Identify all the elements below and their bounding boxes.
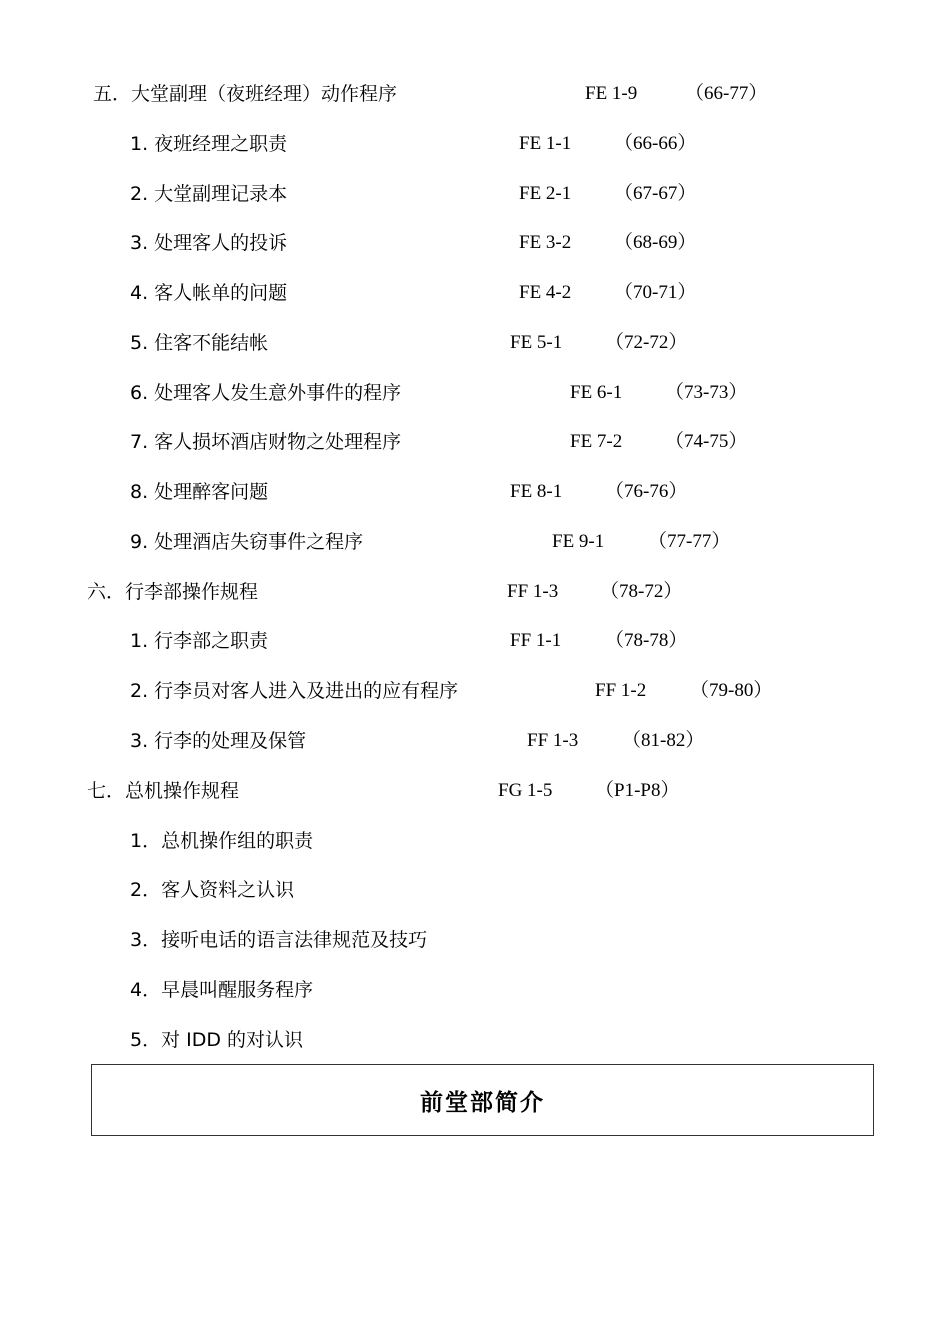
toc-item-label: 5．对 IDD 的对认识 bbox=[130, 1029, 304, 1051]
toc-item-code: FE 7-2 bbox=[570, 431, 623, 452]
toc-item-label: 2. 大堂副理记录本 bbox=[130, 183, 288, 205]
toc-item-label: 3. 处理客人的投诉 bbox=[130, 232, 288, 254]
toc-item-code: FF 1-2 bbox=[595, 680, 647, 701]
toc-item-label: 9. 处理酒店失窃事件之程序 bbox=[130, 531, 364, 553]
toc-item-range: （66-66） bbox=[614, 133, 697, 154]
toc-section-label: 七．总机操作规程 bbox=[87, 780, 240, 802]
toc-item-code: FE 8-1 bbox=[510, 481, 563, 502]
toc-item-range: （79-80） bbox=[690, 680, 773, 701]
toc-section-code: FF 1-3 bbox=[507, 581, 559, 602]
toc-section-code: FE 1-9 bbox=[585, 83, 638, 104]
toc-section-range: （P1-P8） bbox=[595, 780, 680, 801]
toc-item-label: 4. 客人帐单的问题 bbox=[130, 282, 288, 304]
toc-item-range: （78-78） bbox=[605, 630, 688, 651]
toc-item-code: FE 3-2 bbox=[519, 232, 572, 253]
toc-item-range: （70-71） bbox=[614, 282, 697, 303]
toc-item-label: 3．接听电话的语言法律规范及技巧 bbox=[130, 929, 428, 951]
toc-item-label: 3. 行李的处理及保管 bbox=[130, 730, 307, 752]
toc-item-range: （72-72） bbox=[605, 332, 688, 353]
toc-item-range: （67-67） bbox=[614, 183, 697, 204]
toc-item-label: 8. 处理醉客问题 bbox=[130, 481, 269, 503]
toc-item-code: FE 5-1 bbox=[510, 332, 563, 353]
toc-item-label: 5. 住客不能结帐 bbox=[130, 332, 269, 354]
toc-item-code: FE 4-2 bbox=[519, 282, 572, 303]
toc-item-range: （74-75） bbox=[665, 431, 748, 452]
toc-item-range: （76-76） bbox=[605, 481, 688, 502]
toc-item-code: FF 1-3 bbox=[527, 730, 579, 751]
toc-item-label: 7. 客人损坏酒店财物之处理程序 bbox=[130, 431, 402, 453]
toc-item-label: 1．总机操作组的职责 bbox=[130, 830, 314, 852]
toc-item-range: （77-77） bbox=[648, 531, 731, 552]
toc-section-code: FG 1-5 bbox=[498, 780, 553, 801]
toc-section-label: 五．大堂副理（夜班经理）动作程序 bbox=[93, 83, 398, 105]
toc-item-label: 6. 处理客人发生意外事件的程序 bbox=[130, 382, 402, 404]
toc-item-code: FE 1-1 bbox=[519, 133, 572, 154]
toc-item-range: （68-69） bbox=[614, 232, 697, 253]
toc-item-range: （81-82） bbox=[622, 730, 705, 751]
toc-item-label: 2．客人资料之认识 bbox=[130, 879, 295, 901]
toc-item-label: 2. 行李员对客人进入及进出的应有程序 bbox=[130, 680, 459, 702]
toc-item-code: FF 1-1 bbox=[510, 630, 562, 651]
section-heading-box bbox=[91, 1064, 874, 1136]
toc-item-code: FE 9-1 bbox=[552, 531, 605, 552]
toc-section-range: （66-77） bbox=[685, 83, 768, 104]
toc-item-range: （73-73） bbox=[665, 382, 748, 403]
toc-item-code: FE 2-1 bbox=[519, 183, 572, 204]
toc-item-code: FE 6-1 bbox=[570, 382, 623, 403]
toc-item-label: 1. 行李部之职责 bbox=[130, 630, 269, 652]
section-heading-title: 前堂部简介 bbox=[420, 1088, 545, 1116]
toc-item-label: 4．早晨叫醒服务程序 bbox=[130, 979, 314, 1001]
toc-section-label: 六．行李部操作规程 bbox=[87, 581, 259, 603]
toc-item-label: 1. 夜班经理之职责 bbox=[130, 133, 288, 155]
toc-section-range: （78-72） bbox=[600, 581, 683, 602]
